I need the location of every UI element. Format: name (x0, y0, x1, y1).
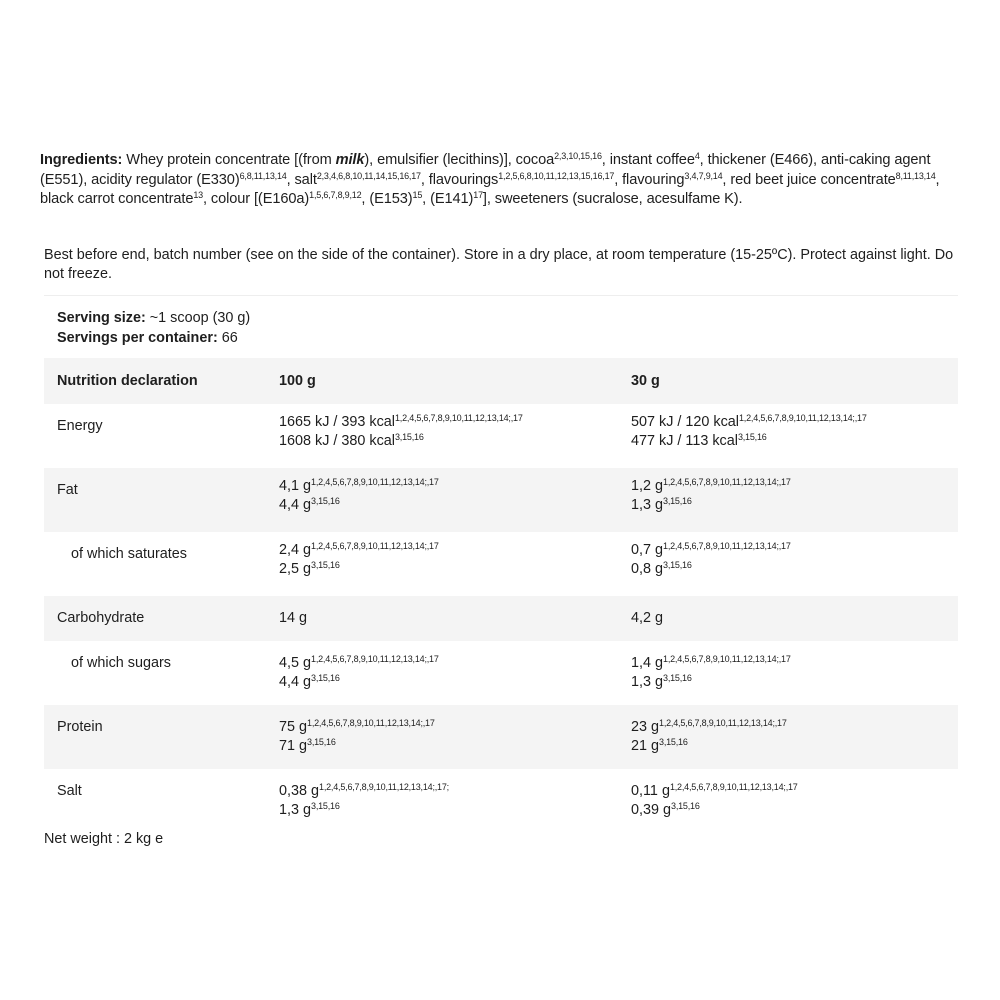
value-primary: 507 kJ / 120 kcal (631, 414, 739, 430)
footnote-ref: 1,2,4,5,6,7,8,9,10,11,12,13,14;,17 (663, 654, 791, 664)
footnote-ref: 3,15,16 (663, 673, 692, 683)
row-label: of which sugars (71, 655, 171, 671)
ingredients-part: ), emulsifier (lecithins)], cocoa (364, 152, 555, 168)
table-header-row (44, 358, 958, 404)
footnote-ref: 1,2,4,5,6,7,8,9,10,11,12,13,14;,17 (307, 718, 435, 728)
header-30g: 30 g (631, 373, 660, 389)
footnote-ref: 6,8,11,13,14 (239, 170, 287, 181)
value-primary: 0,7 g (631, 542, 664, 558)
value-primary: 1,2 g (631, 478, 664, 494)
value-secondary: 71 g (279, 738, 308, 754)
footnote-ref: 1,2,4,5,6,7,8,9,10,11,12,13,14;,17 (663, 477, 791, 487)
footnote-ref: 3,15,16 (659, 737, 688, 747)
table-row-salt (44, 769, 958, 829)
footnote-ref: 3,15,16 (307, 737, 336, 747)
servings-per-container-label: Servings per container: (57, 330, 218, 346)
serving-info (57, 308, 250, 348)
value-secondary: 1,3 g (631, 497, 664, 513)
allergen-milk: milk (335, 152, 365, 168)
footnote-ref: 3,15,16 (663, 560, 692, 570)
ingredients-text (40, 151, 965, 210)
net-weight: Net weight : 2 kg e (44, 831, 164, 847)
value-100g (279, 541, 439, 579)
row-label: Fat (57, 482, 78, 498)
footnote-ref: 1,2,4,5,6,7,8,9,10,11,12,13,14;,17 (395, 413, 523, 423)
value-secondary: 1,3 g (631, 674, 664, 690)
table-row-fat (44, 468, 958, 532)
nutrition-table (44, 358, 958, 829)
footnote-ref: 1,2,4,5,6,7,8,9,10,11,12,13,14;,17 (663, 541, 791, 551)
ingredients-part: , thickener (E466), anti-caking agent (E551), acidity regulator (E330) (40, 152, 931, 188)
value-secondary: 4,4 g (279, 674, 312, 690)
value-secondary: 1608 kJ / 380 kcal (279, 433, 395, 449)
table-row-sugars (44, 641, 958, 705)
value-primary: 0,11 g (631, 783, 670, 799)
value-secondary: 0,8 g (631, 561, 664, 577)
serving-size-value: ~1 scoop (30 g) (145, 310, 251, 326)
footnote-ref: 4 (694, 151, 700, 161)
footnote-ref: 17 (473, 190, 483, 200)
value-primary: 1665 kJ / 393 kcal (279, 414, 395, 430)
value-100g (279, 718, 435, 756)
value-100g (279, 782, 449, 820)
ingredients-part: , flavourings (420, 171, 499, 188)
value-30g (631, 477, 791, 515)
table-row-protein (44, 705, 958, 769)
value-100g (279, 477, 439, 515)
footnote-ref: 1,2,4,5,6,7,8,9,10,11,12,13,14;,17; (319, 782, 449, 792)
table-row-saturates (44, 532, 958, 596)
footnote-ref: 1,5,6,7,8,9,12 (309, 190, 362, 200)
value-primary: 23 g (631, 719, 660, 735)
value-secondary: 0,39 g (631, 802, 672, 818)
serving-size (57, 308, 250, 328)
value-primary: 4,1 g (279, 478, 312, 494)
value-primary: 4,5 g (279, 655, 312, 671)
footnote-ref: 3,15,16 (311, 560, 340, 570)
value-primary: 75 g (279, 719, 308, 735)
row-label: Salt (57, 783, 82, 799)
header-nutrition-declaration: Nutrition declaration (57, 373, 198, 389)
serving-size-label: Serving size: (57, 310, 146, 326)
value-secondary: 477 kJ / 113 kcal (631, 433, 738, 449)
ingredients-part: , salt (286, 171, 317, 188)
footnote-ref: 8,11,13,14 (895, 170, 936, 181)
servings-per-container-value: 66 (217, 330, 238, 346)
footnote-ref: 1,2,4,5,6,7,8,9,10,11,12,13,14;,17 (311, 541, 439, 551)
value-primary: 2,4 g (279, 542, 312, 558)
footnote-ref: 13 (193, 190, 203, 200)
value-secondary: 4,4 g (279, 497, 312, 513)
ingredients-part: , (E153) (361, 191, 413, 207)
row-label: of which saturates (71, 546, 187, 562)
value-secondary: 1,3 g (279, 802, 312, 818)
storage-instructions: Best before end, batch number (see on the side of the container). Store in a dry place, at room temperature (15-25ºC). Protect against light. Do not freeze. (44, 247, 954, 282)
table-row-energy (44, 404, 958, 468)
ingredients-part: , black carrot concentrate (40, 171, 940, 207)
footnote-ref: 3,15,16 (671, 801, 700, 811)
footnote-ref: 3,15,16 (311, 496, 340, 506)
value-30g (631, 782, 798, 820)
header-100g: 100 g (279, 373, 316, 389)
ingredients-part: Whey protein concentrate [(from (122, 152, 336, 168)
footnote-ref: 3,15,16 (395, 432, 424, 442)
servings-per-container (57, 328, 250, 348)
ingredients-label: Ingredients: (40, 152, 123, 168)
value-30g (631, 413, 867, 451)
footnote-ref: 15 (412, 190, 423, 200)
divider (44, 295, 958, 296)
footnote-ref: 2,3,10,15,16 (554, 151, 602, 161)
value-100g (279, 413, 523, 451)
value-100g (279, 654, 439, 692)
ingredients-part: , instant coffee (601, 152, 695, 168)
footnote-ref: 3,15,16 (663, 496, 692, 506)
value-secondary: 21 g (631, 738, 660, 754)
footnote-ref: 3,15,16 (311, 801, 340, 811)
row-label: Carbohydrate (57, 610, 145, 626)
value-30g (631, 718, 787, 756)
value-primary: 1,4 g (631, 655, 664, 671)
table-row-carbohydrate (44, 596, 958, 641)
value-100g: 14 g (279, 610, 308, 626)
footnote-ref: 1,2,4,5,6,7,8,9,10,11,12,13,14;,17 (311, 654, 439, 664)
value-30g: 4,2 g (631, 610, 664, 626)
footnote-ref: 1,2,4,5,6,7,8,9,10,11,12,13,14;,17 (311, 477, 439, 487)
row-label: Protein (57, 719, 103, 735)
value-30g (631, 654, 791, 692)
value-primary: 0,38 g (279, 783, 320, 799)
footnote-ref: 3,15,16 (737, 432, 767, 442)
ingredients-part: , red beet juice concentrate (722, 171, 896, 188)
footnote-ref: 1,2,4,5,6,7,8,9,10,11,12,13,14;,17 (659, 718, 787, 728)
row-label: Energy (57, 418, 103, 434)
footnote-ref: 3,4,7,9,14 (684, 170, 723, 181)
footnote-ref: 3,15,16 (311, 673, 340, 683)
ingredients-part: , colour [(E160a) (202, 191, 310, 207)
footnote-ref: 1,2,4,5,6,7,8,9,10,11,12,13,14;,17 (669, 782, 798, 792)
ingredients-part: ], sweeteners (sucralose, acesulfame K). (482, 191, 743, 207)
ingredients-part: , flavouring (614, 171, 685, 188)
footnote-ref: 1,2,5,6,8,10,11,12,13,15,16,17 (498, 170, 615, 181)
ingredients-part: , (E141) (422, 191, 474, 207)
footnote-ref: 2,3,4,6,8,10,11,14,15,16,17 (316, 170, 421, 181)
value-30g (631, 541, 791, 579)
footnote-ref: 1,2,4,5,6,7,8,9,10,11,12,13,14;,17 (739, 413, 867, 423)
value-secondary: 2,5 g (279, 561, 312, 577)
